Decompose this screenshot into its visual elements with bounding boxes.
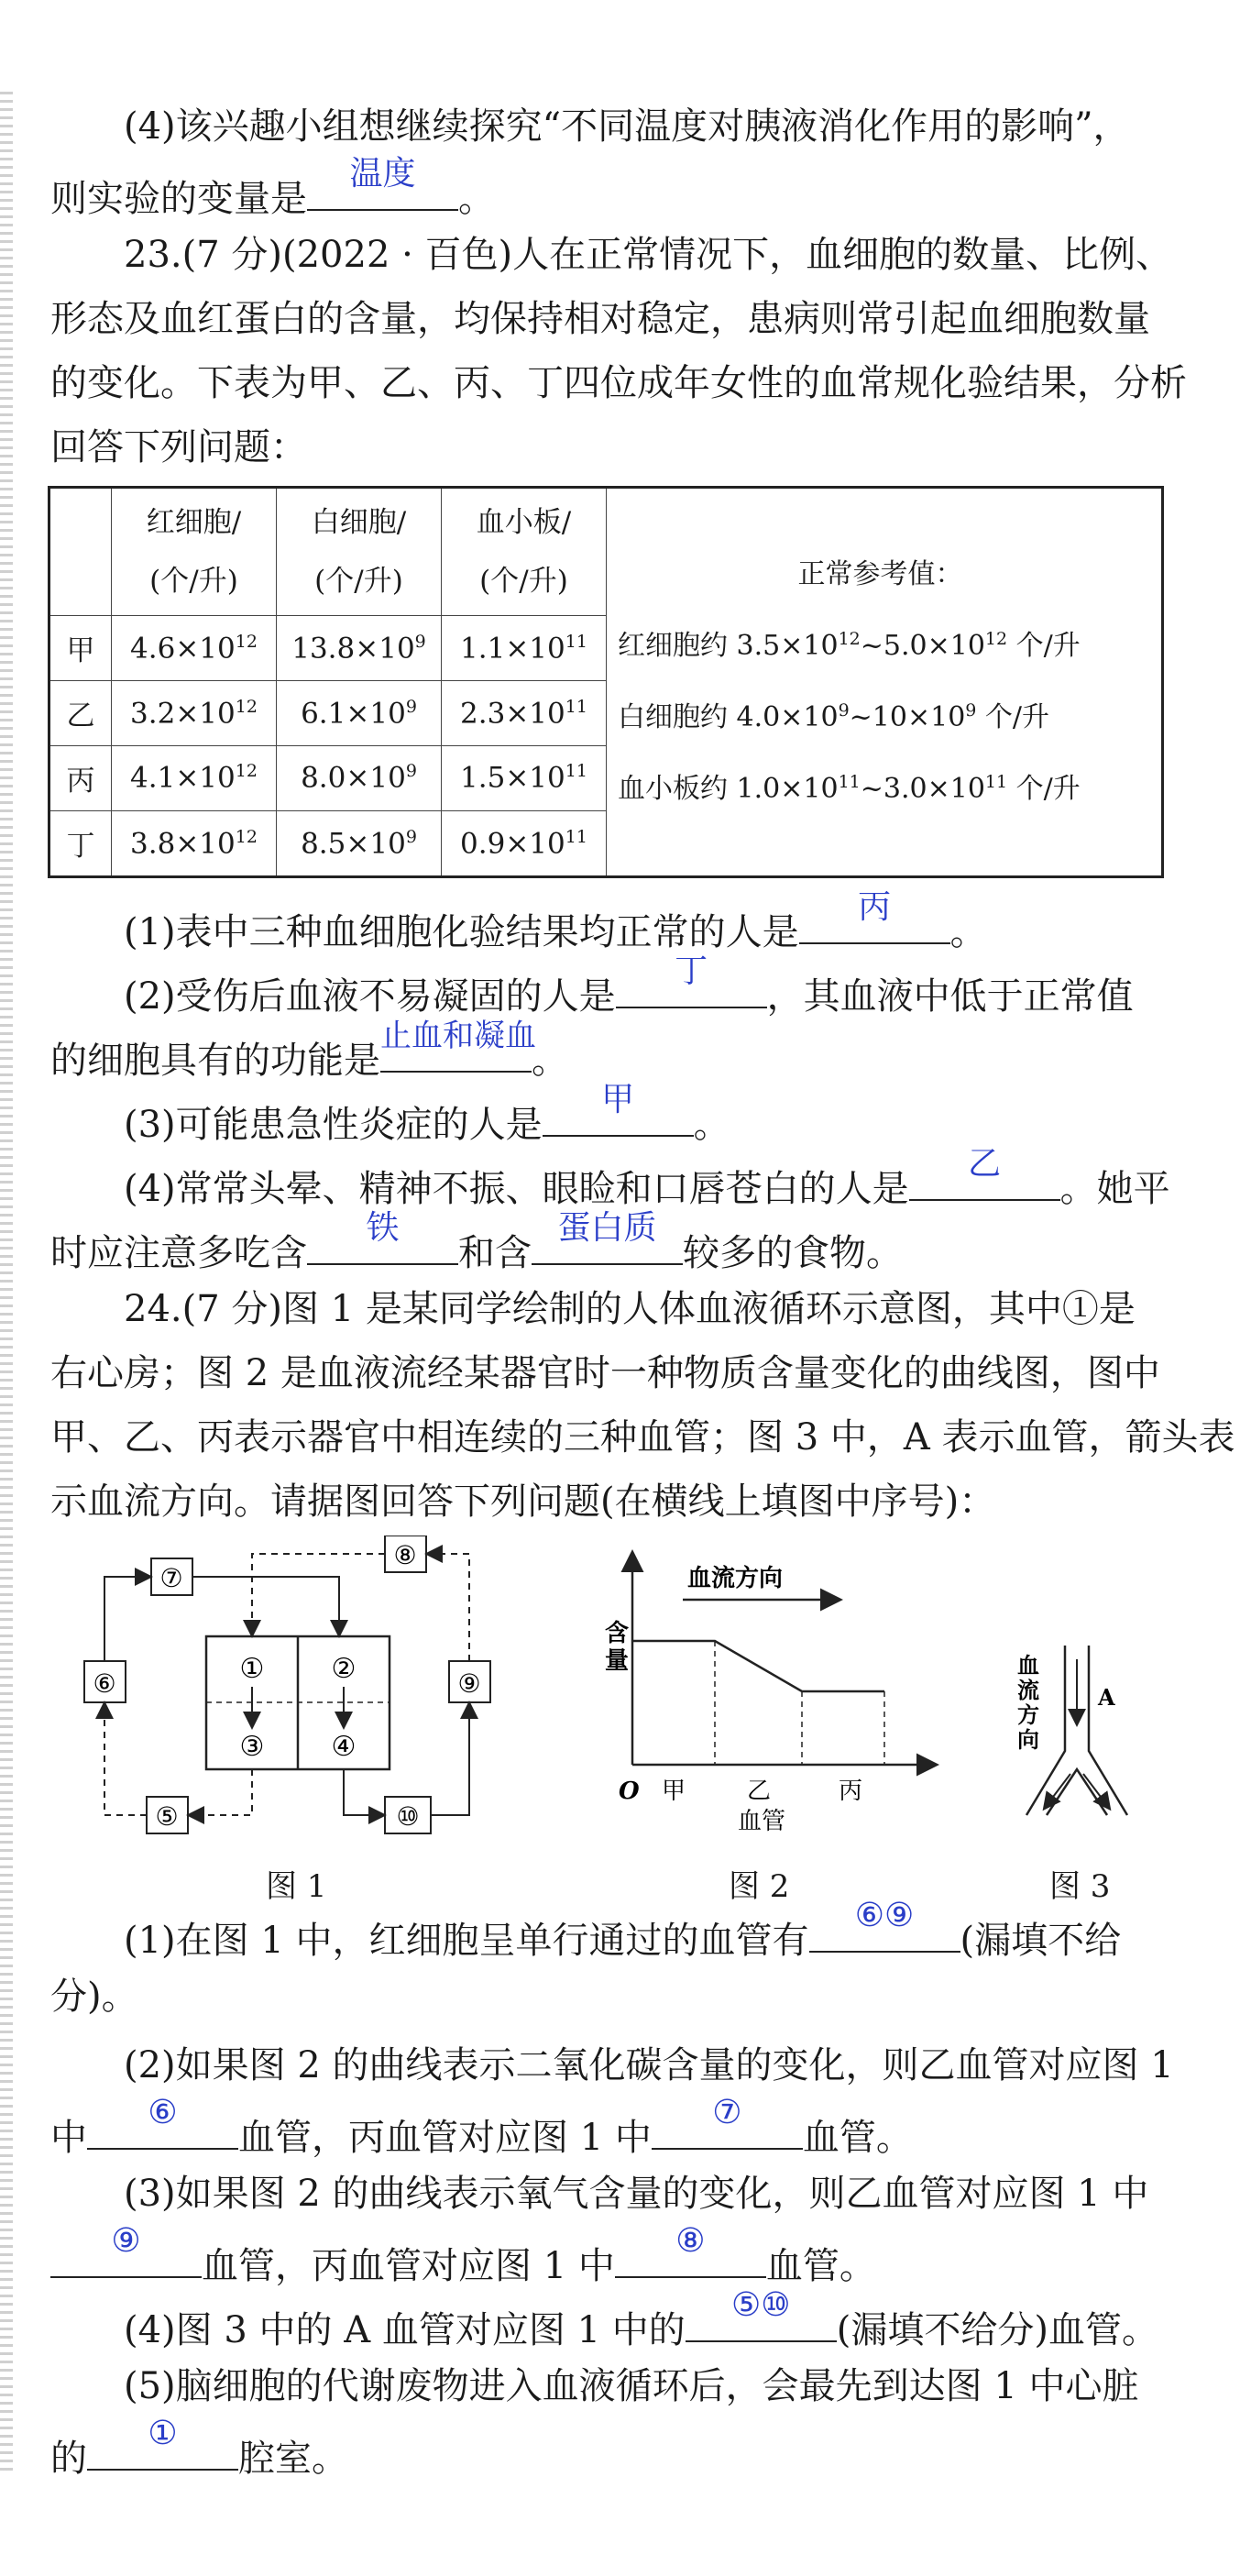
q24-p3-blank[interactable]: ⑨ — [50, 2232, 202, 2278]
q24-p4: (4)图 3 中的 A 血管对应图 1 中的 ⑤⑩ (漏填不给分)血管。 — [124, 2286, 1158, 2351]
table-row: 丙 $4.1\times 10^{12}$ $8.0\times 10^9$ $1.5\times 10^{11}$ — [49, 745, 1163, 810]
svg-text:流: 流 — [1017, 1677, 1039, 1703]
figure-2-content-curve — [587, 1540, 953, 1843]
fig2-origin: O — [619, 1778, 640, 1805]
q23-p4-line2: 时应注意多吃含 铁 和含 蛋白质 较多的食物。 — [50, 1209, 903, 1274]
fig2-x-bing: 丙 — [839, 1778, 863, 1805]
fig2-x-jia: 甲 — [662, 1778, 686, 1805]
q23-intro-2: 形态及血红蛋白的含量，均保持相对稳定，患病则常引起血细胞数量 — [50, 298, 1150, 340]
figure-3-caption: 图 3 — [1049, 1868, 1111, 1905]
q24-p3-line2: ⑨ 血管，丙血管对应图 1 中 ⑧ 血管。 — [50, 2232, 876, 2292]
q23-p1: (1)表中三种血细胞化验结果均正常的人是 丙 。 — [124, 888, 987, 953]
node-6: ⑥ — [93, 1668, 116, 1699]
blood-test-table — [48, 486, 1164, 878]
q24-p3: (3)如果图 2 的曲线表示氧气含量的变化，则乙血管对应图 1 中 — [124, 2173, 1149, 2215]
fig2-x-title: 血管 — [738, 1808, 786, 1835]
node-10: ⑩ — [396, 1801, 420, 1832]
ref-plt: 血小板约 $1.0\times 10^{11}\sim 3.0\times 10^{11}$ 个/升 — [618, 772, 1081, 805]
figure-2-caption: 图 2 — [729, 1868, 790, 1905]
q23-intro-1: 23.(7 分)(2022 · 百色)人在正常情况下，血细胞的数量、比例、 — [124, 234, 1173, 276]
reference-values-cell — [607, 488, 1163, 877]
svg-text:血: 血 — [1017, 1652, 1039, 1679]
q23-p3: (3)可能患急性炎症的人是 甲 。 — [124, 1081, 730, 1146]
q23-p2-line2: 的细胞具有的功能是 止血和凝血 。 — [50, 1018, 568, 1082]
q22-p4-line2: 则实验的变量是 温度 。 — [50, 155, 495, 220]
q23-p4-blank3[interactable]: 蛋白质 — [532, 1219, 683, 1265]
q23-intro-3: 的变化。下表为甲、乙、丙、丁四位成年女性的血常规化验结果，分析 — [50, 362, 1187, 404]
node-4: ④ — [331, 1731, 357, 1763]
figure-1-caption: 图 1 — [266, 1868, 327, 1905]
table-corner-cell — [49, 488, 112, 616]
header-wbc: 白细胞/ (个/升) — [277, 488, 442, 616]
q24-p5-blank[interactable]: ① — [87, 2425, 238, 2471]
svg-text:方: 方 — [1017, 1701, 1039, 1728]
q24-p2-blank[interactable]: ⑥ — [87, 2104, 238, 2150]
node-3: ③ — [239, 1731, 265, 1763]
q24-p2-line2: 中 ⑥ 血管，丙血管对应图 1 中 ⑦ 血管。 — [50, 2094, 913, 2159]
q24-p1: (1)在图 1 中，红细胞呈单行通过的血管有 ⑥⑨ (漏填不给 — [124, 1897, 1122, 1962]
q24-p1-blank[interactable]: ⑥⑨ — [809, 1907, 960, 1953]
fig2-x-yi: 乙 — [747, 1778, 772, 1805]
figure-1-circulation-diagram — [73, 1536, 504, 1861]
binding-perforation — [0, 92, 13, 2475]
q24-p5-line2: 的 ① 腔室。 — [50, 2415, 348, 2480]
q24-intro-1: 24.(7 分)图 1 是某同学绘制的人体血液循环示意图，其中①是 — [124, 1288, 1136, 1330]
q23-p2: (2)受伤后血液不易凝固的人是 丁 ，其血液中低于正常值 — [124, 952, 1134, 1018]
q24-intro-2: 右心房；图 2 是血液流经某器官时一种物质含量变化的曲线图，图中 — [50, 1352, 1160, 1394]
table-row: 甲 $4.6\times 10^{12}$ $13.8\times 10^9$ $1.1\times 10^{11}$ — [49, 616, 1163, 681]
q22-answer-blank[interactable]: 温度 — [307, 165, 458, 211]
q23-intro-4: 回答下列问题： — [50, 426, 307, 468]
header-rbc: 红细胞/ (个/升) — [112, 488, 277, 616]
svg-text:向: 向 — [1017, 1726, 1039, 1753]
fig2-ylabel-1: 含 — [605, 1620, 630, 1647]
table-row: 丁 $3.8\times 10^{12}$ $8.5\times 10^9$ $0.9\times 10^{11}$ — [49, 810, 1163, 876]
node-9: ⑨ — [457, 1668, 481, 1699]
fig3-vessel-label: A — [1098, 1684, 1115, 1711]
fig2-arrow-label: 血流方向 — [687, 1565, 784, 1592]
node-5: ⑤ — [155, 1801, 179, 1832]
node-2: ② — [331, 1653, 357, 1685]
figure-3-vessel — [1008, 1641, 1155, 1843]
ref-wbc: 白细胞约 $4.0\times 10^9\sim 10\times 10^9$ 个/升 — [618, 700, 1050, 733]
node-1: ① — [239, 1653, 265, 1685]
q24-p5: (5)脑细胞的代谢废物进入血液循环后，会最先到达图 1 中心脏 — [124, 2365, 1139, 2407]
q24-p2-blank2[interactable]: ⑦ — [652, 2104, 803, 2150]
q23-p4-blank2[interactable]: 铁 — [307, 1219, 458, 1265]
q24-p3-blank2[interactable]: ⑧ — [615, 2232, 766, 2278]
node-8: ⑧ — [393, 1540, 417, 1570]
ref-title: 正常参考值： — [797, 558, 963, 590]
q23-p2-blank[interactable]: 丁 — [616, 963, 767, 1008]
q24-p1-line2: 分)。 — [50, 1976, 138, 2018]
table-row: 乙 $3.2\times 10^{12}$ $6.1\times 10^9$ $2.3\times 10^{11}$ — [49, 680, 1163, 745]
q23-p2-blank2[interactable]: 止血和凝血 — [380, 1027, 532, 1073]
q24-intro-3: 甲、乙、丙表示器官中相连续的三种血管；图 3 中，A 表示血管，箭头表 — [50, 1416, 1235, 1459]
q22-p4-line1: (4)该兴趣小组想继续探究“不同温度对胰液消化作用的影响”， — [124, 105, 1130, 148]
q24-p2: (2)如果图 2 的曲线表示二氧化碳含量的变化，则乙血管对应图 1 — [124, 2044, 1174, 2086]
q23-p3-blank[interactable]: 甲 — [543, 1091, 694, 1137]
ref-rbc: 红细胞约 $3.5\times 10^{12}\sim 5.0\times 10^{12}$ 个/升 — [618, 629, 1081, 662]
fig2-ylabel-2: 量 — [605, 1647, 630, 1675]
q23-p1-blank[interactable]: 丙 — [799, 898, 950, 944]
q24-p4-blank[interactable]: ⑤⑩ — [686, 2296, 837, 2342]
q24-intro-4: 示血流方向。请据图回答下列问题(在横线上填图中序号)： — [50, 1481, 996, 1523]
fig2-curve — [632, 1641, 884, 1691]
node-7: ⑦ — [159, 1563, 183, 1593]
q23-p4: (4)常常头晕、精神不振、眼睑和口唇苍白的人是 乙 。她平 — [124, 1145, 1170, 1210]
header-plt: 血小板/ (个/升) — [442, 488, 607, 616]
q23-p4-blank[interactable]: 乙 — [909, 1155, 1060, 1201]
